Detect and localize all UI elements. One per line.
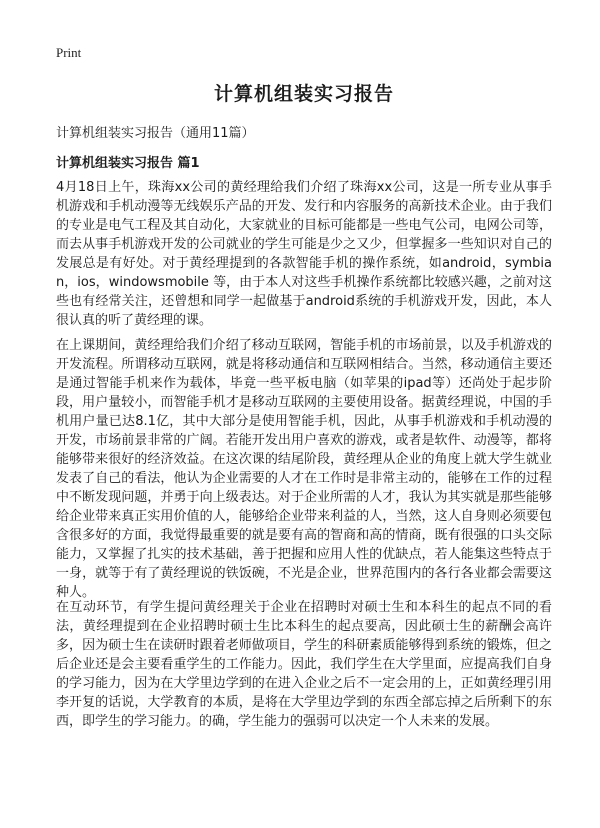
body-paragraph-1: 4月18日上午，珠海xx公司的黄经理给我们介绍了珠海xx公司，这是一所专业从事手机游戏和手机动漫等无线娱乐产品的开发、发行和内容服务的高新技术企业。由于我们的专业是电气工程及其自动化，大家就业的目标可能都是一些电气公司，电网公司等，而去从事手机游戏开发的公司就业的学生可能是少之又少，但掌握多一些知识对自己的发展总是有好处。对于黄经理提到的各款智能手机的操作系统，如android，symbian，ios，windowsmobile 等，由于本人对这些手机操作系统都比较感兴趣，之前对这些也有经常关注，还曾想和同学一起做基于android系统的手机游戏开发，因此，本人很认真的听了黄经理的课。 [56, 180, 552, 328]
body-paragraph-2: 在上课期间，黄经理给我们介绍了移动互联网，智能手机的市场前景，以及手机游戏的开发流程。所谓移动互联网，就是将移动通信和互联网相结合。当然，移动通信主要还是通过智能手机来作为载体，毕竟一些平板电脑（如苹果的ipad等）还尚处于起步阶段，用户量较小，而智能手机才是移动互联网的主要使用设备。据黄经理说，中国的手机用户量已达8.1亿，其中大部分是使用智能手机，因此，从事手机游戏和手机动漫的开发，市场前景非常的广阔。若能开发出用户喜欢的游戏，或者是软件、动漫等，都将能够带来很好的经济效益。在这次课的结尾阶段，黄经理从企业的角度上就大学生就业发表了自己的看法，他认为企业需要的人才在工作时是非常主动的，能够在工作的过程中不断发现问题，并勇于向上级表达。对于企业所需的人才，我认为其实就是那些能够给企业带来真正实用价值的人，能够给企业带来利益的人，当然，这人自身则必须要包含很多好的方面，我觉得最重要的就是要有高的智商和高的情商，既有很强的口头交际能力，又掌握了扎实的技术基础，善于把握和应用人性的优缺点，若人能集这些特点于一身，就等于有了黄经理说的铁饭碗，不光是企业，世界范围内的各行各业都会需要这种人。 [56, 338, 552, 600]
body-paragraph-3: 在互动环节，有学生提问黄经理关于企业在招聘时对硕士生和本科生的起点不同的看法，黄经理提到在企业招聘时硕士生比本科生的起点要高，因此硕士生的薪酬会高许多，因为硕士生在读研时跟着老师做项目，学生的科研素质能够得到系统的锻炼，但之后企业还是会主要看重学生的工作能力。因此，我们学生在大学里面，应提高我们自身的学习能力，因为在大学里边学到的在进入企业之后不一定会用的上，正如黄经理引用李开复的话说，大学教育的本质，是将在大学里边学到的东西全部忘掉之后所剩下的东西，即学生的学习能力。的确，学生能力的强弱可以决定一个人未来的发展。 [56, 600, 552, 729]
section-heading: 计算机组装实习报告 篇1 [56, 156, 200, 171]
document-title: 计算机组装实习报告 [213, 83, 394, 105]
document-page [56, 0, 552, 828]
print-label[interactable]: Print [56, 45, 82, 60]
document-subtitle: 计算机组装实习报告（通用11篇） [56, 126, 255, 141]
